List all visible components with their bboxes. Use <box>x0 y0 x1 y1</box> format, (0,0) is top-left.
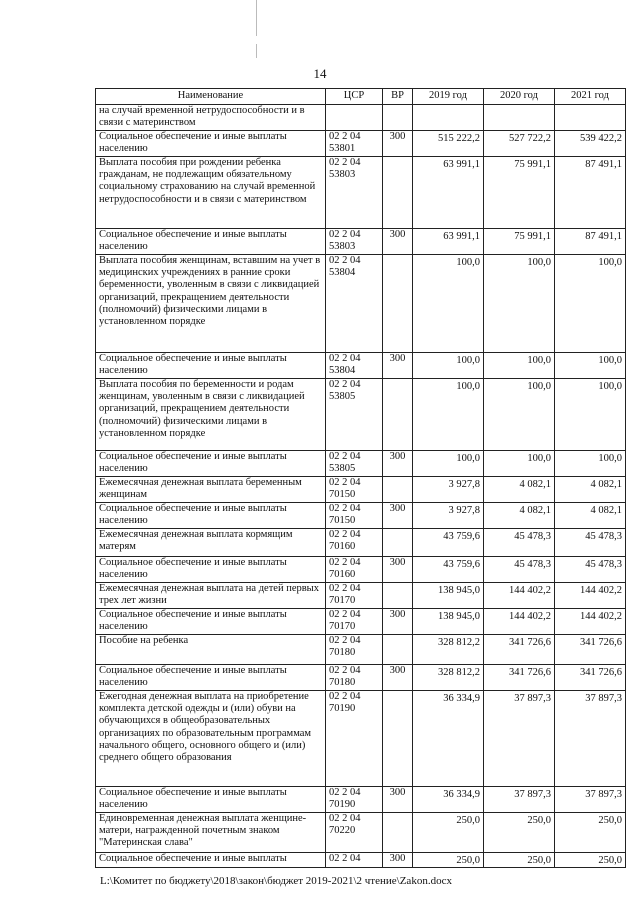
cell-2020: 100,0 <box>484 451 555 477</box>
table-header-row <box>96 89 626 105</box>
table-row <box>96 609 626 635</box>
cell-2019: 328 812,2 <box>413 665 484 691</box>
cell-2020: 100,0 <box>484 255 555 353</box>
cell-csr: 02 2 04 70180 <box>326 665 383 691</box>
cell-name: Пособие на ребенка <box>96 635 326 665</box>
table-row <box>96 353 626 379</box>
cell-2019: 515 222,2 <box>413 131 484 157</box>
cell-2020: 100,0 <box>484 379 555 451</box>
cell-name: Ежемесячная денежная выплата беременным женщинам <box>96 477 326 503</box>
cell-csr: 02 2 04 53804 <box>326 255 383 353</box>
cell-name: Ежемесячная денежная выплата кормящим матерям <box>96 529 326 557</box>
cell-name: Социальное обеспечение и иные выплаты населению <box>96 557 326 583</box>
table-row <box>96 635 626 665</box>
cell-2019: 328 812,2 <box>413 635 484 665</box>
cell-name: Выплата пособия женщинам, вставшим на учет в медицинских учреждениях в ранние сроки беременности, уволенным в связи с ликвидацией организаций, прекращением деятельности (полномочий) физическими лицами в установленном порядке <box>96 255 326 353</box>
scan-artifact <box>256 44 257 58</box>
cell-vr: 300 <box>383 609 413 635</box>
cell-name: Социальное обеспечение и иные выплаты населению <box>96 609 326 635</box>
cell-vr: 300 <box>383 853 413 868</box>
cell-2021 <box>555 105 626 131</box>
cell-2020: 75 991,1 <box>484 229 555 255</box>
cell-name: Выплата пособия по беременности и родам женщинам, уволенным в связи с ликвидацией организаций, прекращением деятельности (полномочий) физическими лицами в установленном порядке <box>96 379 326 451</box>
cell-name: на случай временной нетрудоспособности и в связи с материнством <box>96 105 326 131</box>
cell-csr: 02 2 04 70180 <box>326 635 383 665</box>
cell-2020: 250,0 <box>484 853 555 868</box>
cell-name: Социальное обеспечение и иные выплаты населению <box>96 353 326 379</box>
cell-vr: 300 <box>383 451 413 477</box>
cell-vr: 300 <box>383 131 413 157</box>
cell-2021: 4 082,1 <box>555 477 626 503</box>
cell-2019: 36 334,9 <box>413 691 484 787</box>
cell-2021: 87 491,1 <box>555 229 626 255</box>
cell-vr: 300 <box>383 229 413 255</box>
cell-vr <box>383 583 413 609</box>
cell-2021: 4 082,1 <box>555 503 626 529</box>
cell-name: Социальное обеспечение и иные выплаты населению <box>96 131 326 157</box>
cell-2021: 87 491,1 <box>555 157 626 229</box>
table-row <box>96 131 626 157</box>
cell-2021: 341 726,6 <box>555 665 626 691</box>
cell-name: Ежегодная денежная выплата на приобретение комплекта детской одежды и (или) обуви на обучающихся в общеобразовательных организациях по образовательным программам начального общего, основного общего и (или) среднего общего образования <box>96 691 326 787</box>
cell-2019: 63 991,1 <box>413 157 484 229</box>
cell-2019: 100,0 <box>413 353 484 379</box>
cell-2021: 100,0 <box>555 353 626 379</box>
cell-csr: 02 2 04 70190 <box>326 787 383 813</box>
column-header-2021: 2021 год <box>555 89 626 105</box>
table-row <box>96 529 626 557</box>
cell-2021: 144 402,2 <box>555 609 626 635</box>
cell-2021: 45 478,3 <box>555 557 626 583</box>
cell-name: Социальное обеспечение и иные выплаты населению <box>96 665 326 691</box>
cell-2020: 45 478,3 <box>484 529 555 557</box>
cell-2019: 250,0 <box>413 813 484 853</box>
cell-2019 <box>413 105 484 131</box>
cell-2020: 37 897,3 <box>484 691 555 787</box>
cell-csr: 02 2 04 53803 <box>326 229 383 255</box>
page-number: 14 <box>313 66 327 81</box>
column-header-csr: ЦСР <box>326 89 383 105</box>
cell-2021: 539 422,2 <box>555 131 626 157</box>
cell-vr: 300 <box>383 787 413 813</box>
cell-csr <box>326 105 383 131</box>
cell-vr: 300 <box>383 557 413 583</box>
cell-name: Социальное обеспечение и иные выплаты населению <box>96 787 326 813</box>
cell-csr: 02 2 04 53803 <box>326 157 383 229</box>
cell-2021: 37 897,3 <box>555 691 626 787</box>
cell-csr: 02 2 04 70190 <box>326 691 383 787</box>
cell-name: Социальное обеспечение и иные выплаты населению <box>96 229 326 255</box>
cell-2021: 100,0 <box>555 255 626 353</box>
table-row <box>96 583 626 609</box>
cell-2019: 100,0 <box>413 379 484 451</box>
cell-2020: 341 726,6 <box>484 665 555 691</box>
cell-csr: 02 2 04 70150 <box>326 503 383 529</box>
cell-2021: 250,0 <box>555 853 626 868</box>
cell-2020: 144 402,2 <box>484 609 555 635</box>
column-header-2020: 2020 год <box>484 89 555 105</box>
cell-name: Социальное обеспечение и иные выплаты населению <box>96 503 326 529</box>
cell-name: Ежемесячная денежная выплата на детей первых трех лет жизни <box>96 583 326 609</box>
table-row <box>96 157 626 229</box>
cell-vr <box>383 813 413 853</box>
table-body <box>96 105 626 868</box>
cell-vr <box>383 379 413 451</box>
table-row <box>96 665 626 691</box>
cell-2019: 138 945,0 <box>413 583 484 609</box>
cell-csr: 02 2 04 70150 <box>326 477 383 503</box>
cell-2019: 3 927,8 <box>413 477 484 503</box>
table-row <box>96 229 626 255</box>
cell-2019: 3 927,8 <box>413 503 484 529</box>
table-row <box>96 105 626 131</box>
cell-2020 <box>484 105 555 131</box>
table-row <box>96 787 626 813</box>
cell-csr: 02 2 04 70170 <box>326 583 383 609</box>
cell-csr: 02 2 04 53804 <box>326 353 383 379</box>
column-header-2019: 2019 год <box>413 89 484 105</box>
cell-2020: 527 722,2 <box>484 131 555 157</box>
table-row <box>96 691 626 787</box>
cell-vr <box>383 477 413 503</box>
cell-2020: 4 082,1 <box>484 477 555 503</box>
cell-2020: 341 726,6 <box>484 635 555 665</box>
cell-vr <box>383 529 413 557</box>
cell-2021: 144 402,2 <box>555 583 626 609</box>
cell-2019: 43 759,6 <box>413 557 484 583</box>
cell-csr: 02 2 04 70160 <box>326 529 383 557</box>
scan-artifact <box>256 0 257 36</box>
cell-vr: 300 <box>383 665 413 691</box>
cell-vr <box>383 255 413 353</box>
cell-2019: 138 945,0 <box>413 609 484 635</box>
table-row <box>96 557 626 583</box>
column-header-vr: ВР <box>383 89 413 105</box>
cell-csr: 02 2 04 53801 <box>326 131 383 157</box>
cell-vr <box>383 691 413 787</box>
cell-vr: 300 <box>383 353 413 379</box>
cell-2020: 250,0 <box>484 813 555 853</box>
cell-name: Выплата пособия при рождении ребенка гражданам, не подлежащим обязательному социальному страхованию на случай временной нетрудоспособности и в связи с материнством <box>96 157 326 229</box>
cell-csr: 02 2 04 70160 <box>326 557 383 583</box>
cell-2021: 37 897,3 <box>555 787 626 813</box>
table-row <box>96 503 626 529</box>
cell-2020: 75 991,1 <box>484 157 555 229</box>
cell-name: Социальное обеспечение и иные выплаты населению <box>96 451 326 477</box>
column-header-name: Наименование <box>96 89 326 105</box>
cell-2021: 100,0 <box>555 451 626 477</box>
cell-csr: 02 2 04 70220 <box>326 813 383 853</box>
table-row <box>96 451 626 477</box>
budget-table <box>95 88 626 868</box>
cell-csr: 02 2 04 53805 <box>326 379 383 451</box>
cell-2020: 37 897,3 <box>484 787 555 813</box>
cell-name: Единовременная денежная выплата женщине-матери, награжденной почетным знаком "Материнская слава" <box>96 813 326 853</box>
table-row <box>96 813 626 853</box>
cell-vr <box>383 635 413 665</box>
cell-2020: 4 082,1 <box>484 503 555 529</box>
cell-2021: 100,0 <box>555 379 626 451</box>
cell-2019: 100,0 <box>413 255 484 353</box>
footer-file-path: L:\Комитет по бюджету\2018\закон\бюджет 2019-2021\2 чтение\Zakon.docx <box>100 875 452 887</box>
cell-2019: 250,0 <box>413 853 484 868</box>
cell-2020: 100,0 <box>484 353 555 379</box>
cell-2019: 100,0 <box>413 451 484 477</box>
cell-vr: 300 <box>383 503 413 529</box>
cell-2019: 63 991,1 <box>413 229 484 255</box>
table-row <box>96 853 626 868</box>
cell-csr: 02 2 04 70170 <box>326 609 383 635</box>
cell-name: Социальное обеспечение и иные выплаты <box>96 853 326 868</box>
cell-vr <box>383 105 413 131</box>
cell-2021: 341 726,6 <box>555 635 626 665</box>
cell-csr: 02 2 04 <box>326 853 383 868</box>
table-row <box>96 255 626 353</box>
cell-vr <box>383 157 413 229</box>
cell-2019: 43 759,6 <box>413 529 484 557</box>
table-row <box>96 379 626 451</box>
table-row <box>96 477 626 503</box>
cell-2019: 36 334,9 <box>413 787 484 813</box>
cell-2021: 45 478,3 <box>555 529 626 557</box>
cell-csr: 02 2 04 53805 <box>326 451 383 477</box>
cell-2020: 144 402,2 <box>484 583 555 609</box>
cell-2020: 45 478,3 <box>484 557 555 583</box>
cell-2021: 250,0 <box>555 813 626 853</box>
